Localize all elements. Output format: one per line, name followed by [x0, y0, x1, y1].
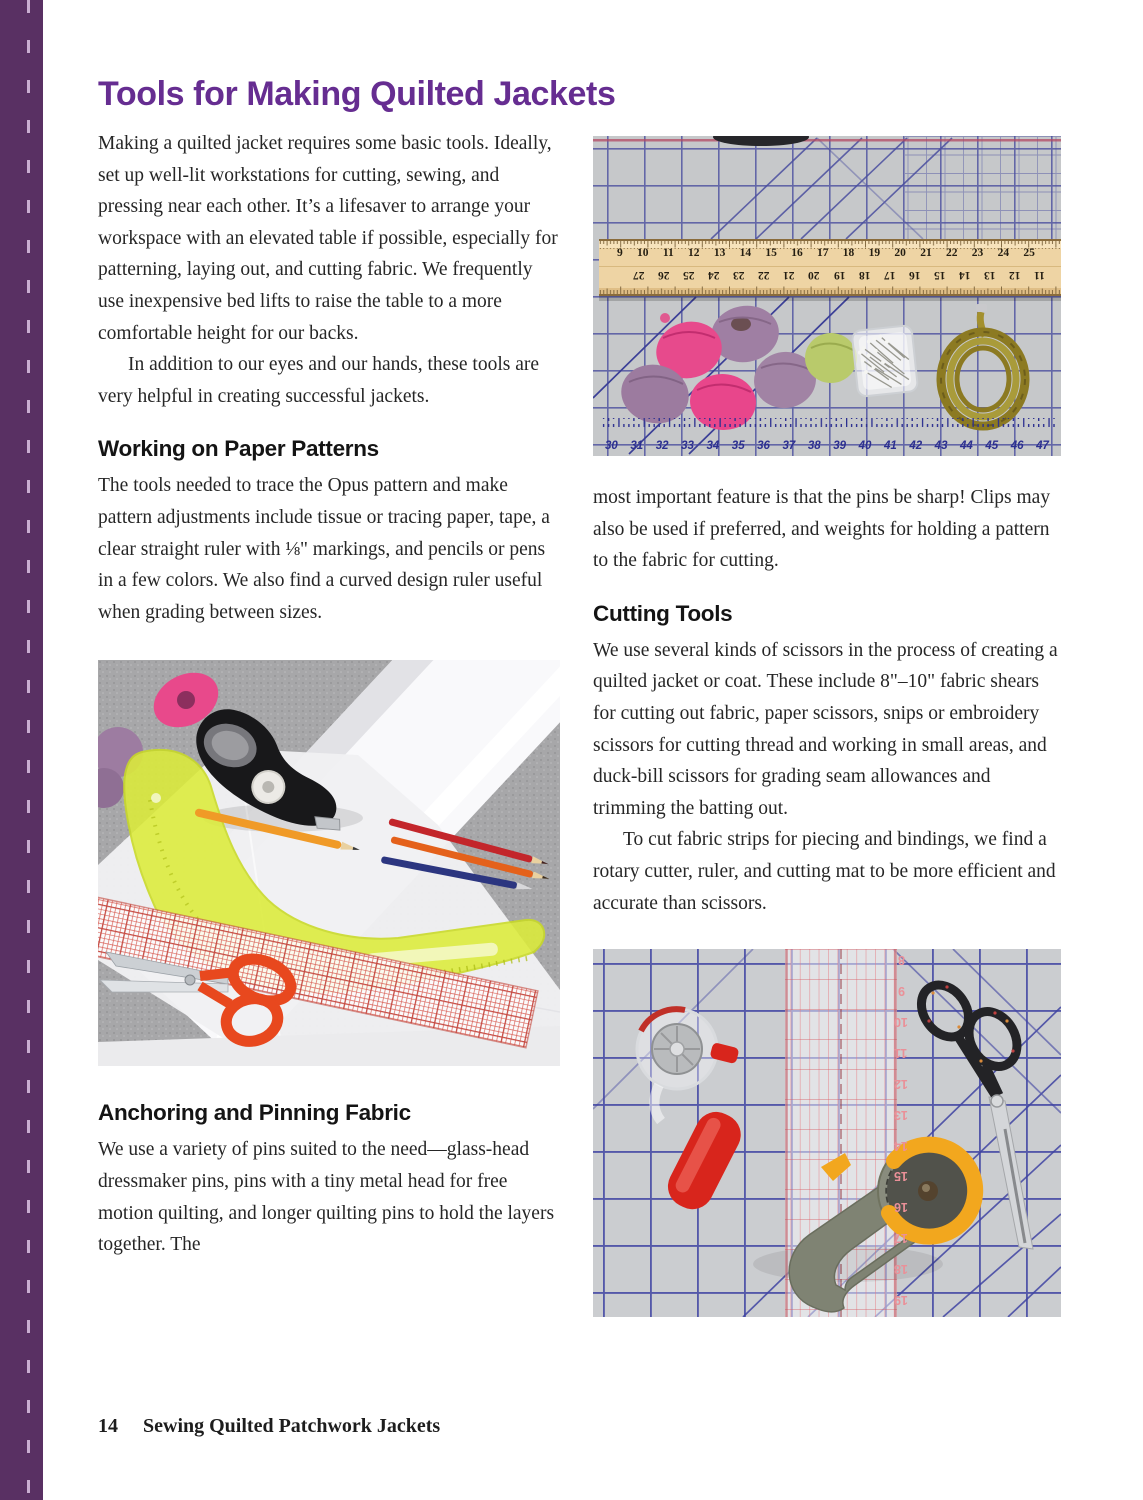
right-column [593, 128, 1061, 1317]
wooden-ruler [599, 239, 1061, 301]
ruler-numbers-bottom: 27 26 25 24 23 22 21 20 19 18 17 16 15 14 13 12 11 [633, 269, 1045, 281]
page-content [98, 74, 1064, 1317]
intro-paragraph: Making a quilted jacket requires some basic tools. Ideally, set up well-lit workstations for cutting, sewing, and pressing near each other. It’s a lifesaver to arrange your workspace with an elevated table if possible, especially for patterning, laying out, and cutting fabric. We frequently use inexpensive bed lifts to raise the table to a more comfortable height for our backs. [98, 133, 558, 344]
heading-working-on-paper-patterns: Working on Paper Patterns [98, 436, 379, 462]
ruler-numbers-top: 9 10 11 12 13 14 15 16 17 18 19 20 21 22 23 24 25 [617, 247, 1035, 259]
page-title: Tools for Making Quilted Jackets [98, 75, 616, 113]
page-footer [98, 1415, 440, 1438]
mat-scale-ticks [601, 418, 1057, 427]
intro-paragraph-2: In addition to our eyes and our hands, these tools are very helpful in creating successful jackets. [98, 354, 540, 407]
pin-box [852, 325, 919, 397]
page-number: 14 [98, 1415, 118, 1437]
left-column [98, 128, 560, 1261]
book-title: Sewing Quilted Patchwork Jackets [143, 1415, 441, 1437]
photo-cutting-tools [593, 949, 1061, 1317]
cutting-tools-paragraph-2: To cut fabric strips for piecing and bindings, we find a rotary cutter, ruler, and cutting mat to be more efficient and accurate than scissors. [593, 829, 1056, 914]
cutting-tools-illustration [593, 949, 1061, 1317]
clear-ruler-numbers: 8 9 10 11 12 13 14 15 16 17 18 19 [894, 953, 908, 1308]
anchoring-paragraph: We use a variety of pins suited to the need—glass-head dressmaker pins, pins with a tiny metal head for free motion quilting, and longer quilting pins to hold the layers together. The [98, 1139, 555, 1256]
pinning-tools-illustration [593, 136, 1061, 456]
stitch-dashed-line [27, 0, 30, 1500]
heading-anchoring-and-pinning: Anchoring and Pinning Fabric [98, 1100, 411, 1126]
cutting-tools-paragraph-1: We use several kinds of scissors in the process of creating a quilted jacket or coat. These include 8"–10" fabric shears for cutting out fabric, paper scissors, snips or embroidery scissors for cutting thread and working in small areas, and duck-bill scissors for grading seam allowances and trimming the batting out. [593, 639, 1058, 819]
pattern-tools-illustration [98, 660, 560, 1066]
photo-pinning-tools [593, 136, 1061, 456]
pins-continuation-paragraph: most important feature is that the pins be sharp! Clips may also be used if preferred, and weights for holding a pattern to the fabric for cutting. [593, 487, 1051, 572]
paper-patterns-paragraph: The tools needed to trace the Opus pattern and make pattern adjustments include tissue or tracing paper, tape, a clear straight ruler with ⅛" markings, and pencils or pens in a few colors. We also find a curved design ruler useful when grading between sizes. [98, 475, 550, 623]
page-edge-decoration [0, 0, 43, 1500]
mat-scale-numbers: 30 31 32 33 34 35 36 37 38 39 40 41 42 43 44 45 46 47 [605, 440, 1049, 452]
photo-paper-pattern-tools [98, 660, 560, 1066]
heading-cutting-tools: Cutting Tools [593, 600, 733, 626]
